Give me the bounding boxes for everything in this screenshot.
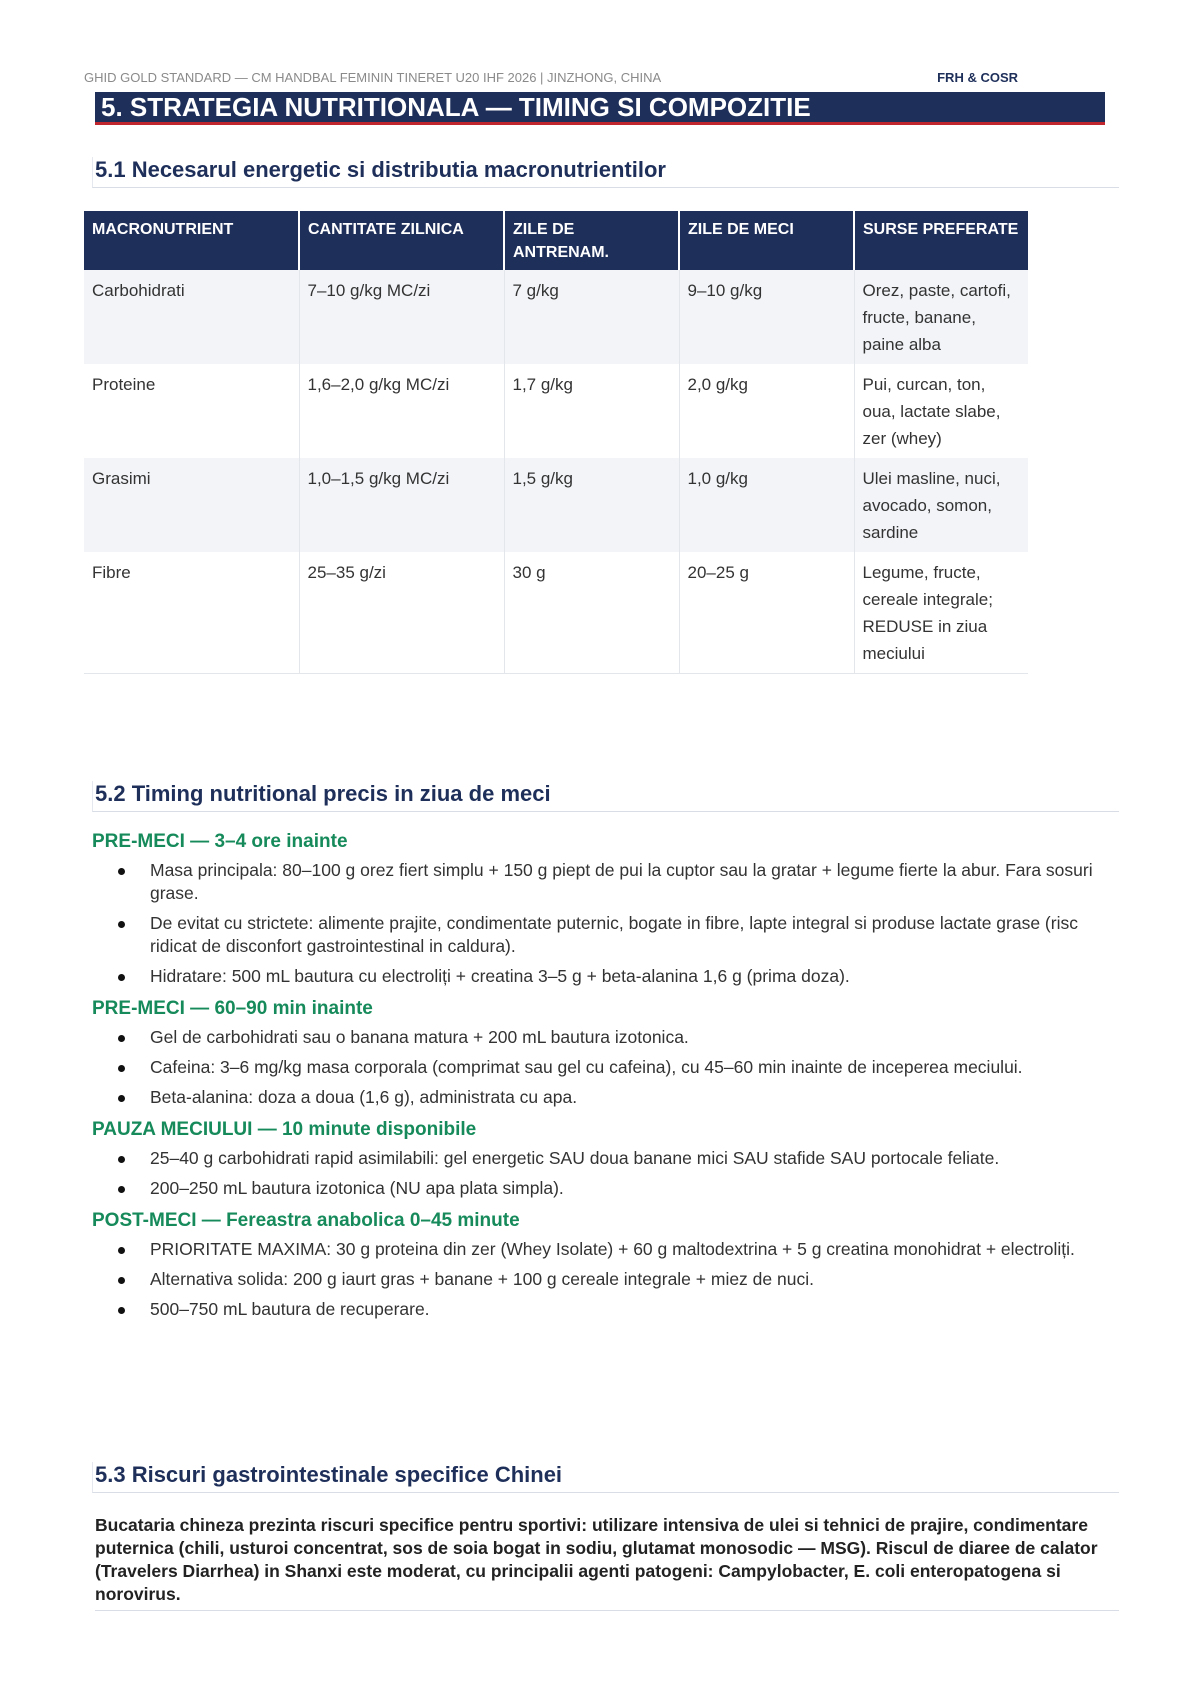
phase-list xyxy=(92,1238,1102,1321)
match-day-timing xyxy=(92,829,1102,1329)
phase-title: POST-MECI — Fereastra anabolica 0–45 minute xyxy=(92,1210,520,1231)
table-header-cell: SURSE PREFERATE xyxy=(854,211,1028,270)
list-item xyxy=(92,1147,1102,1170)
phase-list xyxy=(92,859,1102,988)
list-item xyxy=(92,965,1102,988)
list-item-text: Hidratare: 500 mL bautura cu electroliți + creatina 3–5 g + beta-alanina 1,6 g (prima doza). xyxy=(150,966,850,986)
chapter-title-bar xyxy=(95,92,1105,125)
bullet-icon xyxy=(118,921,125,928)
section-title-5-3: 5.3 Riscuri gastrointestinale specifice Chinei xyxy=(92,1462,1119,1493)
table-header-cell: ZILE DE MECI xyxy=(679,211,854,270)
table-cell: 20–25 g xyxy=(679,552,854,674)
chapter-title: 5. STRATEGIA NUTRITIONALA — TIMING SI COMPOZITIE xyxy=(101,92,811,122)
table-row xyxy=(84,552,1028,674)
table-cell: Pui, curcan, ton, oua, lactate slabe, zer (whey) xyxy=(854,364,1028,458)
header-left-text: GHID GOLD STANDARD — CM HANDBAL FEMININ TINERET U20 IHF 2026 | JINZHONG, CHINA xyxy=(84,70,662,85)
bullet-icon xyxy=(118,868,125,875)
macronutrient-table xyxy=(84,211,1028,674)
table-cell: 25–35 g/zi xyxy=(299,552,504,674)
bullet-icon xyxy=(118,1065,125,1072)
phase-list xyxy=(92,1147,1102,1200)
bullet-icon xyxy=(118,1186,125,1193)
list-item xyxy=(92,859,1102,905)
list-item-text: Alternativa solida: 200 g iaurt gras + banane + 100 g cereale integrale + miez de nuci. xyxy=(150,1269,814,1289)
phase-title: PRE-MECI — 3–4 ore inainte xyxy=(92,831,348,852)
list-item-text: 200–250 mL bautura izotonica (NU apa plata simpla). xyxy=(150,1178,564,1198)
table-cell: 9–10 g/kg xyxy=(679,270,854,364)
section-title-5-2: 5.2 Timing nutritional precis in ziua de meci xyxy=(92,781,1119,812)
table-cell: Carbohidrati xyxy=(84,270,299,364)
table-cell: 1,0 g/kg xyxy=(679,458,854,552)
header-right-text: FRH & COSR xyxy=(937,70,1018,85)
table-cell: 7–10 g/kg MC/zi xyxy=(299,270,504,364)
section-title-5-1: 5.1 Necesarul energetic si distributia macronutrientilor xyxy=(92,157,1119,188)
table-header-cell: MACRONUTRIENT xyxy=(84,211,299,270)
table-cell: Ulei masline, nuci, avocado, somon, sardine xyxy=(854,458,1028,552)
table-row xyxy=(84,364,1028,458)
bullet-icon xyxy=(118,1277,125,1284)
table-cell: Orez, paste, cartofi, fructe, banane, paine alba xyxy=(854,270,1028,364)
list-item xyxy=(92,1056,1102,1079)
table-cell: 1,6–2,0 g/kg MC/zi xyxy=(299,364,504,458)
table-cell: Fibre xyxy=(84,552,299,674)
phase-title: PRE-MECI — 60–90 min inainte xyxy=(92,998,373,1019)
table-cell: 1,0–1,5 g/kg MC/zi xyxy=(299,458,504,552)
list-item xyxy=(92,1086,1102,1109)
list-item-text: De evitat cu strictete: alimente prajite, condimentate puternic, bogate in fibre, lapte integral si produse lactate grase (risc ridicat de disconfort gastrointestinal in caldura). xyxy=(150,913,1078,956)
list-item-text: Cafeina: 3–6 mg/kg masa corporala (comprimat sau gel cu cafeina), cu 45–60 min inainte de inceperea meciului. xyxy=(150,1057,1023,1077)
list-item-text: PRIORITATE MAXIMA: 30 g proteina din zer (Whey Isolate) + 60 g maltodextrina + 5 g creatina monohidrat + electroliți. xyxy=(150,1239,1075,1259)
list-item-text: Gel de carbohidrati sau o banana matura + 200 mL bautura izotonica. xyxy=(150,1027,689,1047)
bullet-icon xyxy=(118,1247,125,1254)
table-header-row xyxy=(84,211,1028,270)
list-item-text: 25–40 g carbohidrati rapid asimilabili: gel energetic SAU doua banane mici SAU stafide SAU portocale feliate. xyxy=(150,1148,1000,1168)
table-row xyxy=(84,270,1028,364)
list-item-text: Masa principala: 80–100 g orez fiert simplu + 150 g piept de pui la cuptor sau la gratar + legume fierte la abur. Fara sosuri grase. xyxy=(150,860,1093,903)
bullet-icon xyxy=(118,1307,125,1314)
table-cell: Proteine xyxy=(84,364,299,458)
list-item xyxy=(92,912,1102,958)
table-cell: 30 g xyxy=(504,552,679,674)
phase-title: PAUZA MECIULUI — 10 minute disponibile xyxy=(92,1119,477,1140)
bullet-icon xyxy=(118,1035,125,1042)
phase-pre-match-3-4h xyxy=(92,829,1102,988)
running-header xyxy=(84,70,1018,88)
table-cell: 1,7 g/kg xyxy=(504,364,679,458)
list-item xyxy=(92,1238,1102,1261)
list-item xyxy=(92,1177,1102,1200)
list-item xyxy=(92,1298,1102,1321)
list-item-text: 500–750 mL bautura de recuperare. xyxy=(150,1299,430,1319)
list-item-text: Beta-alanina: doza a doua (1,6 g), administrata cu apa. xyxy=(150,1087,578,1107)
bullet-icon xyxy=(118,974,125,981)
table-header-cell: ZILE DE ANTRENAM. xyxy=(504,211,679,270)
table-cell: 1,5 g/kg xyxy=(504,458,679,552)
phase-halftime xyxy=(92,1117,1102,1200)
gi-risk-paragraph: Bucataria chineza prezinta riscuri specifice pentru sportivi: utilizare intensiva de ulei si tehnici de prajire, condimentare puternica (chili, usturoi concentrat, sos de soia bogat in sodiu, glutamat monosodic — MSG). Riscul de diaree de calator (Travelers Diarrhea) in Shanxi este moderat, cu principalii agenti patogeni: Campylobacter, E. coli enteropatogena si norovirus. xyxy=(95,1514,1119,1611)
table-row xyxy=(84,458,1028,552)
bullet-icon xyxy=(118,1156,125,1163)
list-item xyxy=(92,1268,1102,1291)
bullet-icon xyxy=(118,1095,125,1102)
table-header-cell: CANTITATE ZILNICA xyxy=(299,211,504,270)
phase-list xyxy=(92,1026,1102,1109)
table-cell: Legume, fructe, cereale integrale; REDUSE in ziua meciului xyxy=(854,552,1028,674)
table-cell: 7 g/kg xyxy=(504,270,679,364)
phase-post-match xyxy=(92,1208,1102,1321)
list-item xyxy=(92,1026,1102,1049)
table-cell: 2,0 g/kg xyxy=(679,364,854,458)
phase-pre-match-60-90min xyxy=(92,996,1102,1109)
table-cell: Grasimi xyxy=(84,458,299,552)
